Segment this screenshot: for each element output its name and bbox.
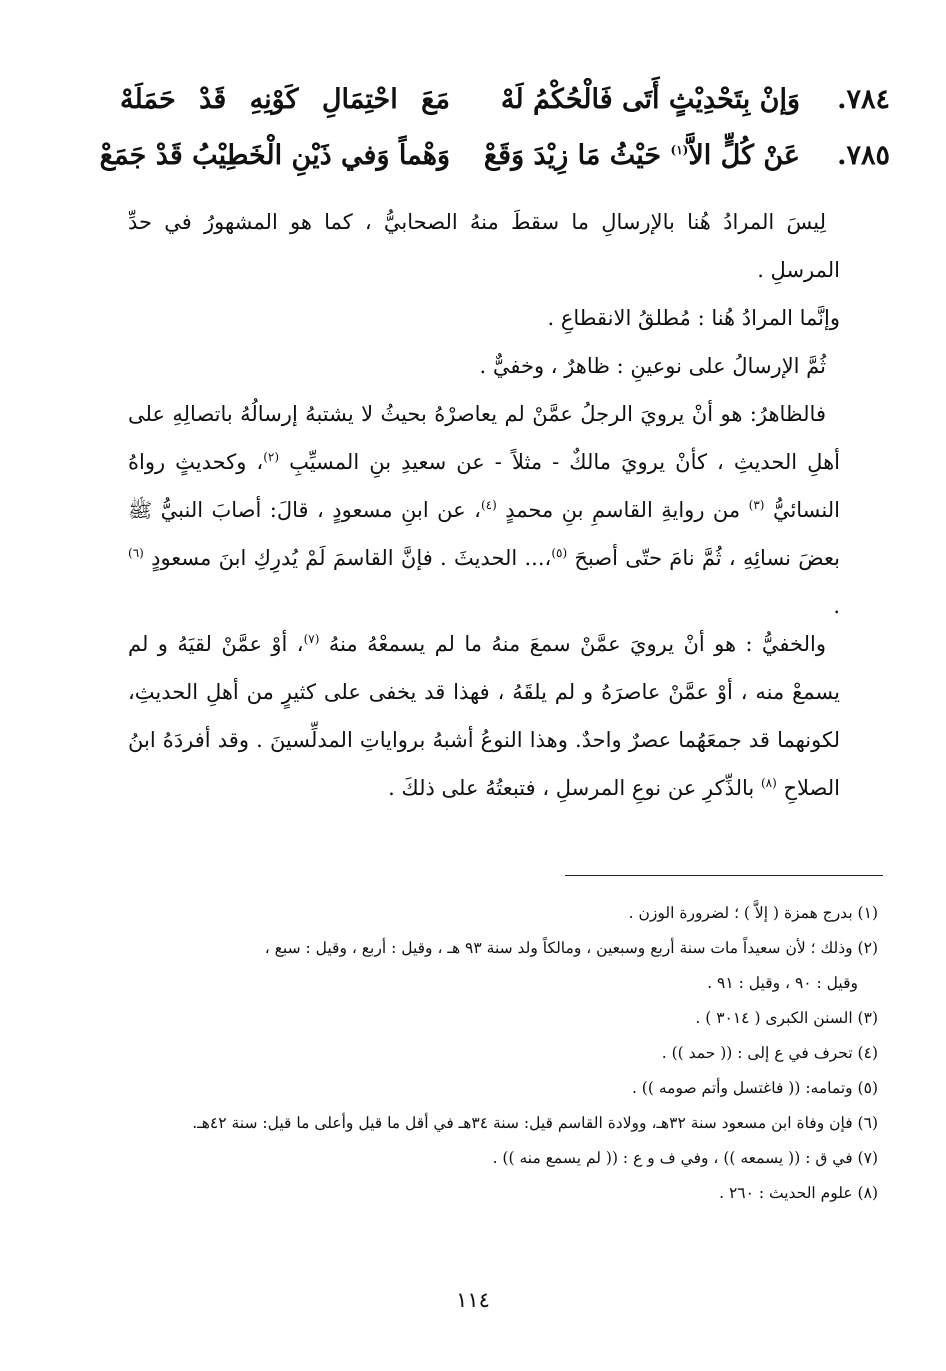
verse-785 (99, 134, 890, 178)
footnote-3: (٣) السنن الكبرى ( ٣٠١٤ ) . (695, 1009, 878, 1027)
verse-784 (120, 78, 890, 122)
footnote-4: (٤) تحرف في ع إلى : (( حمد )) . (661, 1044, 878, 1062)
page-number: ١١٤ (456, 1288, 490, 1312)
verse-number: ٧٨٤. (837, 84, 890, 115)
footnote-8: (٨) علوم الحديث : ٢٦٠ . (719, 1184, 878, 1202)
verse-number: ٧٨٥. (837, 140, 890, 171)
footnote-ref-1: (١) (670, 143, 689, 157)
footnote-7: (٧) في ق : (( يسمعه )) ، وفي ف و ع : (( لم يسمع منه )) . (492, 1149, 878, 1167)
footnote-ref-8: (٨) (760, 776, 777, 790)
footnote-5: (٥) وتمامه: (( فاغتسل وأتم صومه )) . (631, 1079, 878, 1097)
footnotes (122, 896, 878, 1211)
commentary-block-2 (128, 620, 840, 812)
paragraph: لِيسَ المرادُ هُنا بالإرسالِ ما سقطَ منهُ الصحابيُّ ، كما هو المشهورُ في حدِّ المرسلِ . (128, 210, 840, 282)
footnote-ref-7: (٧) (303, 632, 320, 646)
footnote-ref-6: (٦) (128, 546, 144, 560)
verse-first-hemistich: وَإنْ بِتَحْدِيْثٍ أَتَى فَالْحُكْمُ لَهْ (500, 84, 800, 115)
paragraph: فالظاهرُ: هو أنْ يرويَ الرجلُ عمَّنْ لم يعاصرْهُ بحيثُ لا يشتبهُ إرسالُهُ باتصالِهِ على أهلِ الحديثِ ، كأنْ يرويَ مالكٌ - مثلاً - عن سعيدِ بنِ المسيِّبِ $^{(٢)}$، وكحديثٍ رواهُ النسائيُّ $^{(٣)}$ من روايةِ القاسمِ بنِ محمدٍ $^{(٤)}$، عن ابنِ مسعودٍ ، قالَ: أصابَ النبيُّ ﷺ بعضَ نسائِهِ ، ثُمَّ نامَ حتّى أصبحَ $^{(٥)}$،... الحديثَ . فإنَّ القاسمَ لَمْ يُدرِكِ ابنَ مسعودٍ $^{(٦)}$ . (128, 402, 840, 618)
paragraph: والخفيُّ : هو أنْ يرويَ عمَّنْ سمعَ منهُ ما لم يسمعْهُ منهُ $^{(٧)}$، أوْ عمَّنْ لقيَهُ و لم يسمعْ منه ، أوْ عمَّنْ عاصرَهُ و لم يلقَهُ ، فهذا قد يخفى على كثيرٍ من أهلِ الحديثِ، لكونهما قد جمعَهُما عصرٌ واحدٌ. وهذا النوعُ أشبهُ برواياتِ المدلِّسينَ . وقد أفردَهُ ابنُ الصلاحِ $^{(٨)}$ بالذِّكرِ عن نوعِ المرسلِ ، فتبعتُهُ على ذلكَ . (128, 632, 840, 800)
footnote-1: (١) بدرج همزة ( إلاَّ ) ؛ لضرورة الوزن . (628, 904, 878, 922)
paragraph: ثُمَّ الإرسالُ على نوعينِ : ظاهرٌ ، وخفيٌّ . (479, 354, 826, 378)
verse-second-hemistich: وَهْماً وَفي ذَيْنِ الْخَطِيْبُ قَدْ جَمَعْ (99, 140, 450, 171)
footnote-ref-2: (٢) (263, 450, 280, 464)
commentary-block-1 (128, 198, 840, 630)
salutation-symbol: ﷺ (128, 498, 153, 522)
footnote-ref-5: (٥) (551, 546, 568, 560)
footnote-divider (565, 875, 883, 876)
footnote-2: (٢) وذلك ؛ لأن سعيداً مات سنة أربع وسبعين ، ومالكاً ولد سنة ٩٣ هـ ، وقيل : أربع ، وقيل : سبع ، وقيل : ٩٠ ، وقيل : ٩١ . (264, 939, 878, 992)
verse-first-hemistich: عَنْ كُلٍّ الاَّ$^{(١)}$ حَيْثُ مَا زِيْدَ وَقَعْ (483, 140, 800, 171)
footnote-6: (٦) فإن وفاة ابن مسعود سنة ٣٢هـ، وولادة القاسم قيل: سنة ٣٤هـ في أقل ما قيل وأعلى ما قيل: سنة ٤٢هـ. (192, 1114, 878, 1132)
paragraph: وإنَّما المرادُ هُنا : مُطلقُ الانقطاعِ . (547, 306, 840, 330)
footnote-ref-3: (٣) (748, 498, 765, 512)
footnote-ref-4: (٤) (480, 498, 497, 512)
verse-second-hemistich: مَعَ احْتِمَالِ كَوْنِهِ قَدْ حَمَلَهْ (120, 84, 450, 115)
